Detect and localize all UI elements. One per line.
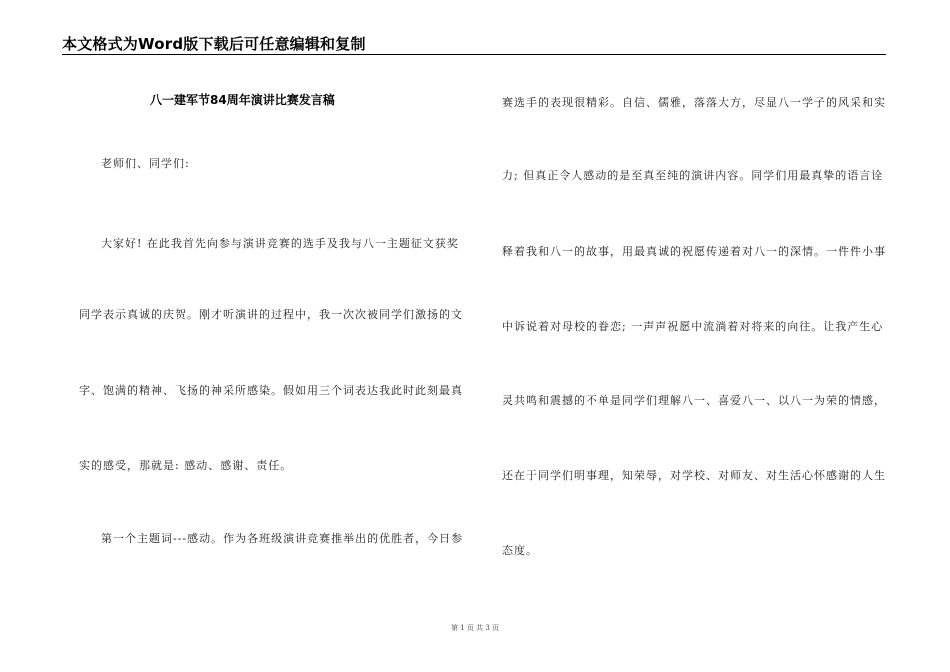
text-line: 赛选手的表现很精彩。自信、儒雅，落落大方，尽显八一学子的风采和实 [502,96,886,109]
text-line: 态度。 [502,544,538,557]
page-number: 第 1 页 共 3 页 [450,624,500,632]
text-line: 同学表示真诚的庆贺。刚才听演讲的过程中，我一次次被同学们激扬的文 [79,308,463,321]
text-line: 力; 但真正令人感动的是至真至纯的演讲内容。同学们用最真挚的语言诠 [502,169,884,182]
text-line: 第一个主题词---感动。作为各班级演讲竞赛推举出的优胜者，今日参 [101,532,464,545]
text-line: 老师们、同学们: [101,157,190,170]
text-line: 还在于同学们明事理，知荣辱，对学校、对师友、对生活心怀感谢的人生 [502,469,886,482]
text-line: 大家好! 在此我首先向参与演讲竞赛的选手及我与八一主题征文获奖 [101,237,459,250]
text-line: 灵共鸣和震撼的不单是同学们理解八一、喜爱八一、以八一为荣的情感， [502,394,886,407]
document-title: 八一建军节84周年演讲比赛发言稿 [150,93,335,107]
header-text: 本文格式为Word版下载后可任意编辑和复制 [62,35,366,53]
page-header [62,33,886,53]
text-line: 字、饱满的精神、飞扬的神采所感染。假如用三个词表达我此时此刻最真 [79,384,463,397]
header-rule [62,54,886,55]
text-line: 实的感受，那就是: 感动、感谢、责任。 [79,459,293,472]
text-line: 释着我和八一的故事，用最真诚的祝愿传递着对八一的深情。一件件小事 [502,245,886,258]
text-line: 中诉说着对母校的眷恋; 一声声祝愿中流淌着对将来的向往。让我产生心 [502,320,884,333]
